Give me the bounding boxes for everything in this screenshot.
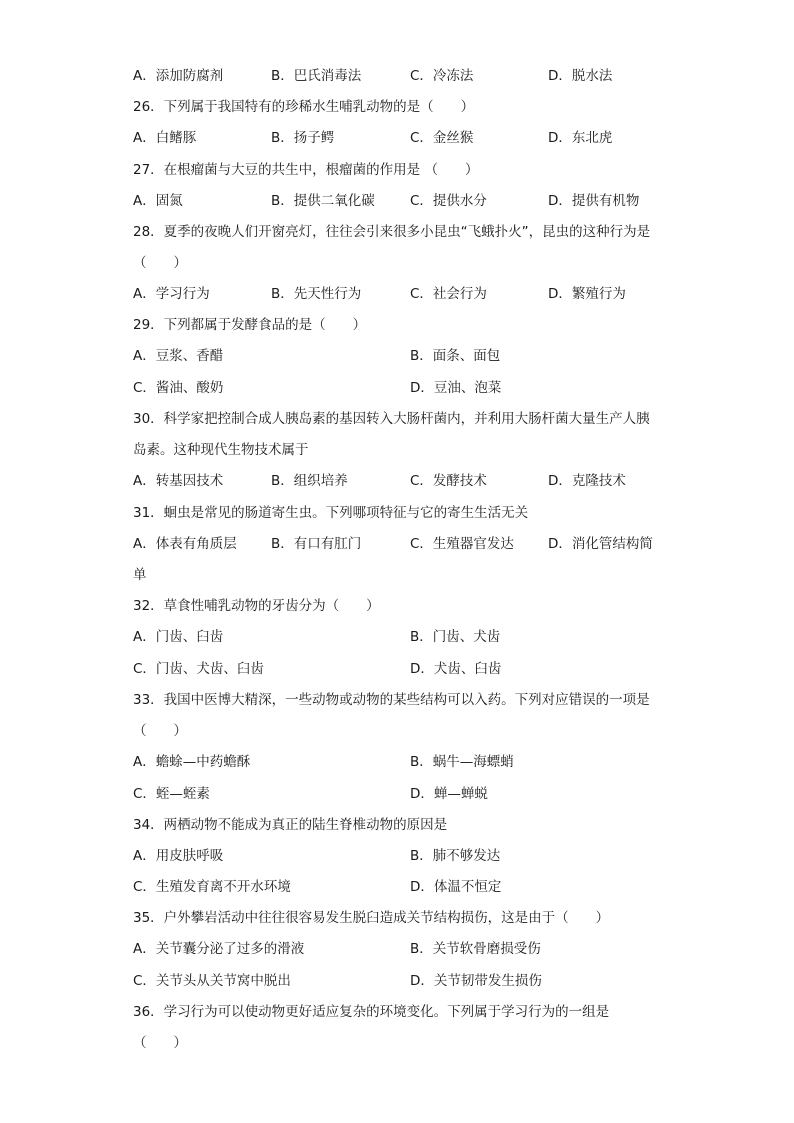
q32-option-b: B．门齿、犬齿 [410,629,501,645]
q35-option-b: B．关节软骨磨损受伤 [410,941,541,957]
q29-option-a: A．豆浆、香醋 [133,348,224,364]
q25-option-c: C．冷冻法 [410,68,474,84]
q28-option-c: C．社会行为 [410,286,487,302]
q25-option-a: A．添加防腐剂 [133,68,224,84]
q31-option-c: C．生殖器官发达 [410,536,514,552]
q28-option-d: D．繁殖行为 [548,286,626,302]
q26-option-c: C．金丝猴 [410,130,474,146]
q26-option-d: D．东北虎 [548,130,613,146]
q30-option-a: A．转基因技术 [133,473,224,489]
q29-stem: 29．下列都属于发酵食品的是（ ） [133,317,367,333]
q34-option-c: C．生殖发育离不开水环境 [133,879,291,895]
q25-option-b: B．巴氏消毒法 [271,68,362,84]
q26-stem: 26．下列属于我国特有的珍稀水生哺乳动物的是（ ） [133,99,475,115]
q28-option-a: A．学习行为 [133,286,210,302]
q34-option-d: D．体温不恒定 [410,879,502,895]
q28-option-b: B．先天性行为 [271,286,362,302]
q27-option-d: D．提供有机物 [548,193,640,209]
q33-option-d: D．蝉—蝉蜕 [410,786,488,802]
q31-option-d-wrap: 单 [133,567,147,583]
q31-option-d: D．消化管结构简 [548,536,653,552]
q35-option-c: C．关节头从关节窝中脱出 [133,973,291,989]
q26-option-a: A．白鳍豚 [133,130,197,146]
q29-option-c: C．酱油、酸奶 [133,380,224,396]
q28-stem-cont: （ ） [133,255,187,271]
q35-option-d: D．关节韧带发生损伤 [410,973,542,989]
q32-option-d: D．犬齿、臼齿 [410,661,502,677]
q28-stem: 28．夏季的夜晚人们开窗亮灯，往往会引来很多小昆虫“飞蛾扑火”，昆虫的这种行为是 [133,224,651,240]
q25-option-d: D．脱水法 [548,68,613,84]
q29-option-b: B．面条、面包 [410,348,501,364]
q33-option-a: A．蟾蜍—中药蟾酥 [133,754,251,770]
q30-option-c: C．发酵技术 [410,473,487,489]
q27-stem: 27．在根瘤菌与大豆的共生中，根瘤菌的作用是 （ ） [133,162,479,178]
q35-stem: 35．户外攀岩活动中往往很容易发生脱臼造成关节结构损伤，这是由于（ ） [133,910,610,926]
q30-stem-cont: 岛素。这种现代生物技术属于 [133,442,309,458]
q36-stem: 36．学习行为可以使动物更好适应复杂的环境变化。下列属于学习行为的一组是 [133,1004,610,1020]
q30-option-b: B．组织培养 [271,473,348,489]
q27-option-c: C．提供水分 [410,193,487,209]
q32-stem: 32．草食性哺乳动物的牙齿分为（ ） [133,598,380,614]
q33-stem: 33．我国中医博大精深，一些动物或动物的某些结构可以入药。下列对应错误的一项是 [133,692,650,708]
q31-option-b: B．有口有肛门 [271,536,362,552]
q27-option-a: A．固氮 [133,193,183,209]
q26-option-b: B．扬子鳄 [271,130,335,146]
q31-option-a: A．体表有角质层 [133,536,237,552]
q35-option-a: A．关节囊分泌了过多的滑液 [133,941,305,957]
q33-option-c: C．蛭—蛭素 [133,786,210,802]
q34-option-b: B．肺不够发达 [410,848,501,864]
q30-option-d: D．克隆技术 [548,473,626,489]
q33-option-b: B．蜗牛—海螵蛸 [410,754,514,770]
q33-stem-cont: （ ） [133,723,187,739]
q32-option-a: A．门齿、臼齿 [133,629,224,645]
q31-stem: 31．蛔虫是常见的肠道寄生虫。下列哪项特征与它的寄生生活无关 [133,505,529,521]
q34-option-a: A．用皮肤呼吸 [133,848,224,864]
q27-option-b: B．提供二氧化碳 [271,193,375,209]
q32-option-c: C．门齿、犬齿、臼齿 [133,661,264,677]
q30-stem: 30．科学家把控制合成人胰岛素的基因转入大肠杆菌内，并利用大肠杆菌大量生产人胰 [133,411,650,427]
q36-stem-cont: （ ） [133,1035,187,1051]
q34-stem: 34．两栖动物不能成为真正的陆生脊椎动物的原因是 [133,817,448,833]
q29-option-d: D．豆油、泡菜 [410,380,502,396]
